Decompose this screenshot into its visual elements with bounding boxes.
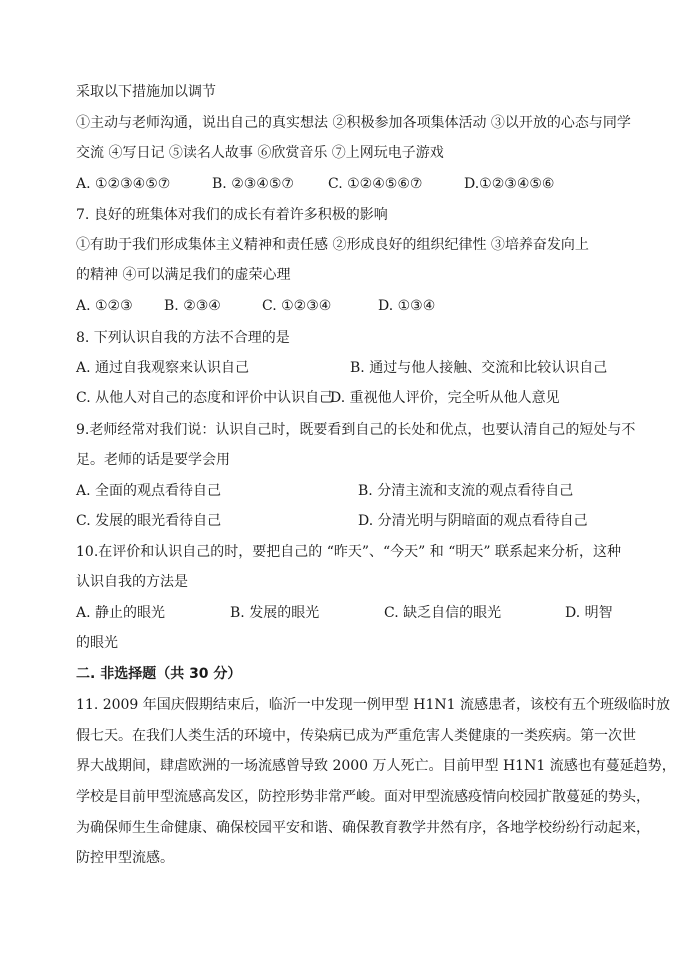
q9-option-d: D. 分清光明与阴暗面的观点看待自己 — [358, 513, 588, 529]
section-heading: 二. 非选择题（共 30 分） — [76, 666, 242, 682]
intro-line-1: 采取以下措施加以调节 — [76, 84, 216, 100]
q10-option-d-continued: 的眼光 — [76, 635, 118, 651]
q11-line: 假七天。在我们人类生活的环境中，传染病已成为严重危害人类健康的一类疾病。第一次世 — [76, 728, 636, 744]
q8-option-a: A. 通过自我观察来认识自己 — [76, 360, 250, 376]
q7-line-2: ①有助于我们形成集体主义精神和责任感 ②形成良好的组织纪律性 ③培养奋发向上 — [76, 237, 589, 253]
q11-line: 为确保师生生命健康、确保校园平安和谐、确保教育教学井然有序，各地学校纷纷行动起来， — [76, 820, 650, 836]
q7-option-b: B. ②③④ — [164, 298, 221, 314]
intro-option-c: C. ①②④⑤⑥⑦ — [328, 176, 423, 192]
q11-line: 界大战期间，肆虐欧洲的一场流感曾导致 2000 万人死亡。目前甲型 H1N1 流感也有蔓延趋势， — [76, 758, 676, 774]
intro-option-d: D.①②③④⑤⑥ — [464, 176, 555, 192]
q9-option-a: A. 全面的观点看待自己 — [76, 483, 222, 499]
q10-option-b: B. 发展的眼光 — [230, 605, 320, 621]
intro-line-2: ①主动与老师沟通，说出自己的真实想法 ②积极参加各项集体活动 ③以开放的心态与同学 — [76, 115, 631, 131]
intro-option-a: A. ①②③④⑤⑦ — [76, 176, 171, 192]
q9-option-b: B. 分清主流和支流的观点看待自己 — [358, 483, 574, 499]
q8-option-d: D. 重视他人评价，完全听从他人意见 — [330, 390, 560, 406]
q7-stem: 7. 良好的班集体对我们的成长有着许多积极的影响 — [76, 207, 388, 223]
q7-line-3: 的精神 ④可以满足我们的虚荣心理 — [76, 267, 291, 283]
q7-option-c: C. ①②③④ — [262, 298, 332, 314]
q9-line-1: 9.老师经常对我们说：认识自己时，既要看到自己的长处和优点，也要认清自己的短处与不 — [76, 422, 636, 438]
q8-option-c: C. 从他人对自己的态度和评价中认识自己 — [76, 390, 334, 406]
q11-line: 学校是目前甲型流感高发区，防控形势非常严峻。面对甲型流感疫情向校园扩散蔓延的势头， — [76, 789, 650, 805]
q10-option-c: C. 缺乏自信的眼光 — [384, 605, 502, 621]
q9-option-c: C. 发展的眼光看待自己 — [76, 513, 222, 529]
intro-option-b: B. ②③④⑤⑦ — [212, 176, 294, 192]
q9-line-2: 足。老师的话是要学会用 — [76, 452, 230, 468]
q10-line-2: 认识自我的方法是 — [76, 574, 188, 590]
q7-option-a: A. ①②③ — [76, 298, 133, 314]
q8-option-b: B. 通过与他人接触、交流和比较认识自己 — [350, 360, 608, 376]
q7-option-d: D. ①③④ — [378, 298, 436, 314]
q10-option-d: D. 明智 — [565, 605, 613, 621]
q10-option-a: A. 静止的眼光 — [76, 605, 166, 621]
intro-line-3: 交流 ④写日记 ⑤读名人故事 ⑥欣赏音乐 ⑦上网玩电子游戏 — [76, 145, 444, 161]
q10-line-1: 10.在评价和认识自己的时，要把自己的 “昨天”、“今天” 和 “明天” 联系起来分析，这种 — [76, 544, 622, 560]
q8-stem: 8. 下列认识自我的方法不合理的是 — [76, 330, 290, 346]
q11-line: 防控甲型流感。 — [76, 850, 174, 866]
q11-line: 11. 2009 年国庆假期结束后，临沂一中发现一例甲型 H1N1 流感患者，该校有五个班级临时放 — [76, 697, 670, 713]
